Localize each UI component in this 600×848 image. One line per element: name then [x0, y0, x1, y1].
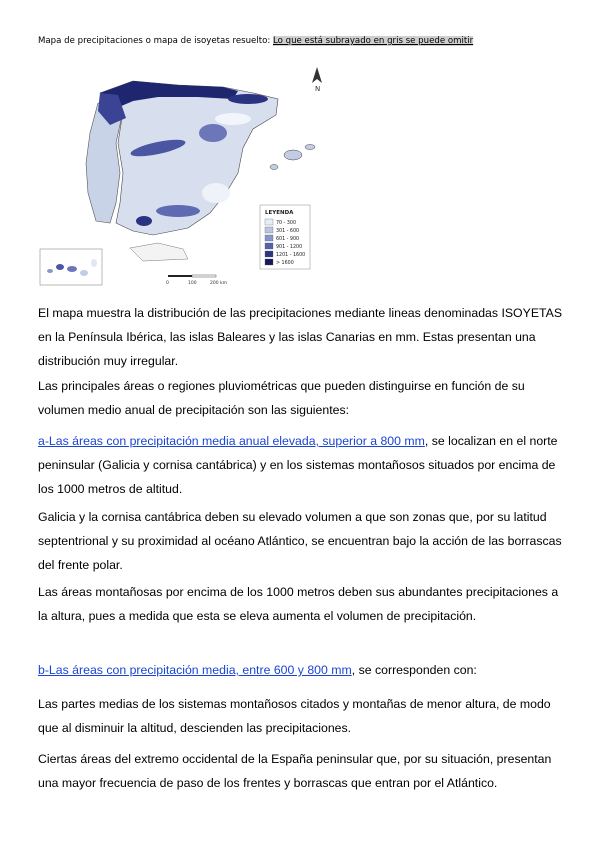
paragraph-2: Las principales áreas o regiones pluviométricas que pueden distinguirse en función de su volumen medio anual de precipitación son las siguientes: [38, 379, 525, 417]
legend-label: 601 - 900 [276, 237, 300, 242]
paragraph-6 [38, 658, 563, 682]
svg-text:0: 0 [166, 281, 169, 286]
precipitation-map [38, 63, 326, 288]
paragraph-3-text: , se localizan en el norte peninsular (Galicia y cornisa cantábrica) y en los sistemas montañosos situados por encima de los 1000 metros de altitud. [38, 434, 558, 496]
svg-text:200 km: 200 km [210, 281, 228, 286]
document-heading [38, 36, 473, 46]
paragraph-1: El mapa muestra la distribución de las precipitaciones mediante lineas denominadas ISOYETAS en la Península Ibérica, las islas Baleares y las islas Canarias en mm. Estas presentan una distribución muy irregular. [38, 306, 563, 368]
paragraph-7: Las partes medias de los sistemas montañosos citados y montañas de menor altura, de modo que al disminuir la altitud, descienden las precipitaciones. [38, 697, 551, 735]
mallorca [284, 150, 302, 160]
paragraph-3 [38, 429, 563, 501]
legend-label: 901 - 1200 [276, 245, 303, 250]
grazalema [136, 216, 152, 226]
paragraph-5: Las áreas montañosas por encima de los 1000 metros deben sus abundantes precipitaciones a la altura, pues a medida que esta se eleva aumenta el volumen de precipitación. [38, 585, 559, 623]
link-high-precipitation[interactable]: a-Las áreas con precipitación media anual elevada, superior a 800 mm [38, 434, 425, 448]
paragraph-4: Galicia y la cornisa cantábrica deben su elevado volumen a que son zonas que, por su latitud septentrional y su proximidad al océano Atlántico, se encuentran bajo la acción de las borrascas del frente polar. [38, 510, 562, 572]
map-legend [260, 205, 310, 269]
paragraph-8: Ciertas áreas del extremo occidental de la España peninsular que, por su situación, presentan una mayor frecuencia de paso de los frentes y borrascas que entran por el Atlántico. [38, 752, 552, 790]
menorca [305, 145, 315, 150]
legend-swatch [265, 219, 273, 225]
legend-swatch [265, 235, 273, 241]
legend-label: > 1600 [276, 261, 294, 266]
heading-highlight: Lo que está subrayado en gris se puede omitir [272, 36, 474, 46]
legend-swatch [265, 227, 273, 233]
paragraph-6-text: , se corresponden con: [351, 663, 477, 677]
legend-swatch [265, 259, 273, 265]
svg-text:100: 100 [188, 281, 197, 286]
iberian-system [199, 124, 227, 142]
legend-swatch [265, 251, 273, 257]
legend-swatch [265, 243, 273, 249]
legend-label: 1201 - 1600 [276, 253, 306, 258]
ibiza [270, 165, 278, 170]
legend-label: 70 - 300 [276, 221, 297, 226]
link-medium-precipitation[interactable]: b-Las áreas con precipitación media, entre 600 y 800 mm [38, 663, 352, 677]
svg-text:N: N [315, 85, 321, 93]
legend-label: 301 - 600 [276, 229, 300, 234]
pyrenees [228, 94, 268, 104]
betic-system [156, 205, 200, 217]
ebro-valley [215, 113, 251, 125]
svg-text:LEYENDA: LEYENDA [265, 210, 294, 216]
southeast-dry [202, 183, 230, 203]
heading-label: Mapa de precipitaciones o mapa de isoyetas resuelto: [38, 36, 271, 46]
